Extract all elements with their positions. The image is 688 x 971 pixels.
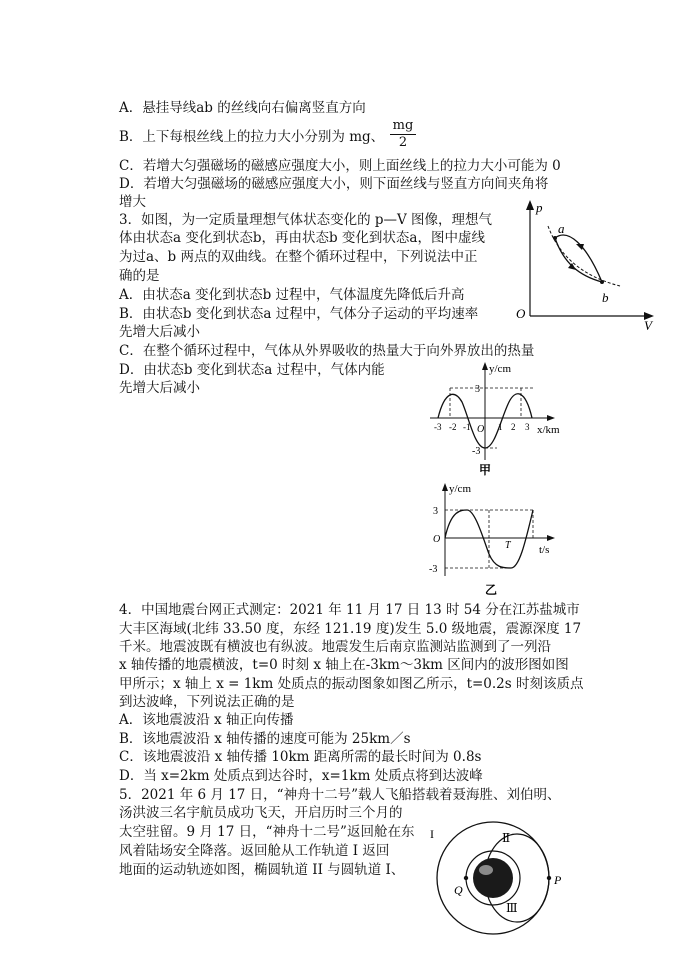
point-a	[553, 236, 557, 240]
q4-stem-line5: 甲所示；x 轴上 x = 1km 处质点的振动图象如图乙所示，t=0.2s 时刻该质点	[119, 676, 584, 692]
x-tick-2: 2	[511, 422, 516, 432]
q4-option-d: D．当 x=2km 处质点到达谷时，x=1km 处质点将到达波峰	[119, 768, 483, 784]
y-tick-3: 3	[475, 384, 480, 395]
figure-caption-jia: 甲	[479, 463, 492, 477]
q2-option-d-line2: 增大	[119, 194, 146, 210]
point-b	[600, 280, 604, 284]
q5-stem-line4: 风着陆场安全降落。返回舱从工作轨道 I 返回	[119, 843, 390, 859]
point-a-label: a	[558, 221, 565, 236]
q4-option-c: C．该地震波沿 x 轴传播 10km 距离所需的最长时间为 0.8s	[119, 749, 482, 765]
q4-stem-line3: 千米。地震波既有横波也有纵波。地震发生后南京监测站监测到了一列沿	[119, 639, 551, 655]
earth-highlight	[479, 865, 493, 875]
pv-diagram	[510, 196, 660, 334]
q5-stem-line1: 5．2021 年 6 月 17 日，“神舟十二号”载人飞船搭载着聂海胜、刘伯明、	[119, 787, 561, 803]
q3-option-d-line2: 先增大后减小	[119, 380, 200, 396]
x-tick-minus-2: -2	[449, 422, 457, 432]
fraction-numerator: mg	[392, 118, 414, 133]
q3-option-b-line1: B．由状态b 变化到状态a 过程中，气体分子运动的平均速率	[119, 306, 479, 322]
p-axis-label: p	[536, 200, 543, 215]
origin-label: O	[433, 534, 441, 545]
v-axis-label: V	[644, 318, 652, 333]
earth	[473, 858, 513, 898]
q4-stem-line4: x 轴传播的地震横波，t=0 时刻 x 轴上在-3km～3km 区间内的波形图如图	[119, 657, 569, 673]
fraction-denominator: 2	[390, 134, 416, 151]
q4-option-a: A．该地震波沿 x 轴正向传播	[119, 712, 294, 728]
q3-option-c: C．在整个循环过程中，气体从外界吸收的热量大于向外界放出的热量	[119, 343, 535, 359]
t-axis-label: t/s	[539, 544, 550, 556]
q2-option-b-fraction	[390, 118, 416, 151]
x-tick-3: 3	[525, 422, 530, 432]
orbit-iii-label: Ⅲ	[506, 901, 518, 915]
x-axis-label: x/km	[537, 424, 560, 436]
vibration-curve	[445, 510, 533, 568]
orbit-i-label: I	[430, 827, 434, 841]
point-q-label: Q	[454, 883, 463, 897]
x-tick-1: 1	[498, 422, 503, 432]
p-axis-arrow	[526, 200, 534, 210]
point-p	[547, 876, 551, 880]
x-tick-minus-3: -3	[434, 422, 442, 432]
t-axis-arrow	[547, 535, 555, 541]
q3-stem-line1: 3．如图，为一定质量理想气体状态变化的 p—V 图像，理想气	[119, 212, 493, 228]
y-tick-minus-3: -3	[429, 564, 438, 575]
q3-stem-line2: 体由状态a 变化到状态b，再由状态b 变化到状态a，图中虚线	[119, 230, 485, 246]
q3-option-d-line1: D．由状态b 变化到状态a 过程中，气体内能	[119, 362, 385, 378]
vibration-graph-yi	[425, 480, 565, 598]
orbit-diagram	[422, 812, 572, 940]
orbit-ii-label: Ⅱ	[502, 831, 511, 845]
wave-graph-jia	[425, 360, 565, 478]
y-tick-3: 3	[433, 506, 438, 517]
q5-stem-line3: 太空驻留。9 月 17 日，“神舟十二号”返回舱在东	[119, 824, 415, 840]
q3-option-a: A．由状态a 变化到状态b 过程中，气体温度先降低后升高	[119, 287, 465, 303]
y-axis-arrow	[482, 362, 488, 370]
origin-label: O	[477, 424, 485, 435]
q4-stem-line6: 到达波峰，下列说法正确的是	[119, 694, 295, 710]
q3-stem-line4: 确的是	[119, 268, 160, 284]
q2-option-a: A．悬挂导线ab 的丝线向右偏离竖直方向	[119, 100, 366, 116]
point-p-label: P	[554, 873, 562, 887]
y-axis-label: y/cm	[489, 363, 511, 375]
q3-stem-line3: 为过a、b 两点的双曲线。在整个循环过程中，下列说法中正	[119, 249, 478, 265]
y-axis-arrow	[442, 483, 448, 491]
q5-stem-line2: 汤洪波三名宇航员成功飞天，开启历时三个月的	[119, 805, 403, 821]
q2-option-d-line1: D．若增大匀强磁场的磁感应强度大小，则下面丝线与竖直方向间夹角将	[119, 176, 549, 192]
q4-stem-line1: 4．中国地震台网正式测定：2021 年 11 月 17 日 13 时 54 分在江苏盐城市	[119, 602, 580, 618]
q4-stem-line2: 大丰区海域(北纬 33.50 度，东经 121.19 度)发生 5.0 级地震，震源深度 17	[119, 621, 582, 637]
point-q	[464, 876, 468, 880]
arrow-a-to-b	[576, 244, 584, 250]
x-axis-arrow	[547, 415, 555, 421]
q3-option-b-line2: 先增大后减小	[119, 324, 200, 340]
q2-option-c: C．若增大匀强磁场的磁感应强度大小，则上面丝线上的拉力大小可能为 0	[119, 158, 561, 174]
x-tick-minus-1: -1	[463, 422, 471, 432]
y-tick-minus-3: -3	[472, 446, 481, 457]
q4-option-b: B．该地震波沿 x 轴传播的速度可能为 25km／s	[119, 731, 411, 747]
figure-caption-yi: 乙	[485, 583, 498, 597]
process-upper-curve	[555, 235, 602, 282]
q5-stem-line5: 地面的运动轨迹如图，椭圆轨道 II 与圆轨道 I、	[119, 862, 405, 878]
point-b-label: b	[602, 290, 609, 305]
q2-option-b: B．上下每根丝线上的拉力大小分别为 mg、	[119, 129, 385, 145]
origin-label: O	[516, 306, 526, 321]
y-axis-label: y/cm	[449, 483, 471, 495]
period-label: T	[505, 540, 511, 551]
